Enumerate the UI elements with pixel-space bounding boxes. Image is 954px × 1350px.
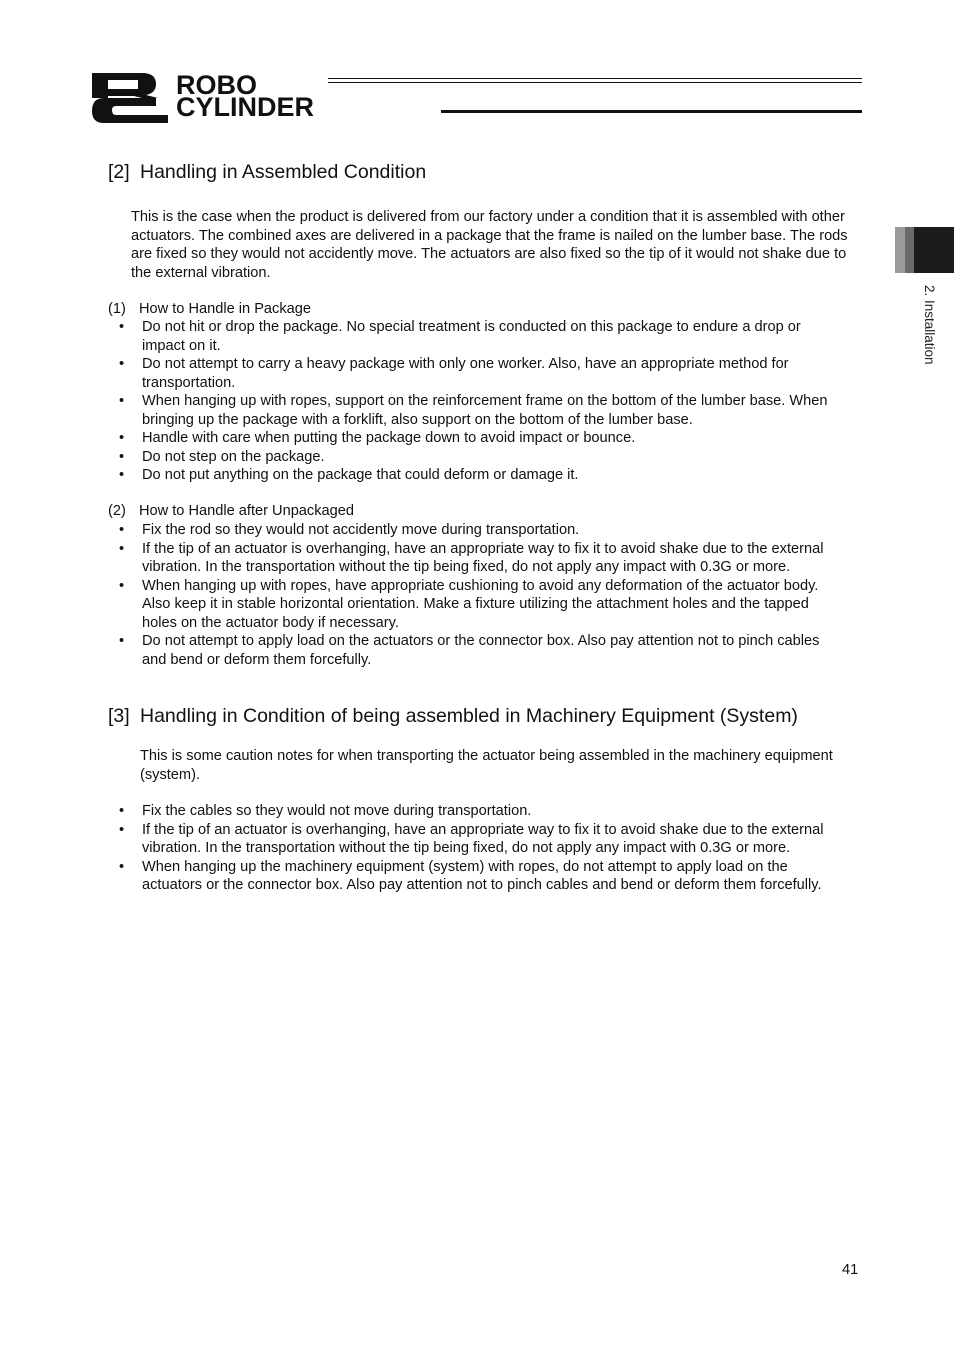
subsection-2-heading: [108, 502, 354, 521]
bullet-icon: •: [119, 448, 125, 465]
list-item: • Fix the cables so they would not move during transportation.: [119, 803, 532, 819]
section-3-list: [108, 802, 833, 895]
bullet-icon: •: [119, 393, 125, 409]
header-rule-thin-1: [328, 78, 862, 79]
chapter-tab-stripe-light: [895, 227, 905, 273]
list-item: • When hanging up the machinery equipment (system) with ropes, do not attempt to apply load on the actuators or the connector box. Also pay attention not to pinch cables and bend or deform them forcefully.: [119, 858, 822, 893]
logo-word-robo: ROBO: [176, 70, 257, 100]
list-item: • Do not put anything on the package that could deform or damage it.: [119, 467, 579, 483]
section-2-intro: This is the case when the product is delivered from our factory under a condition that it is assembled with other actuators. The combined axes are delivered in a package that the frame is nailed on the lumber base. The rods are fixed so they would not accidently move. The actuators are also fixed so the tip of it would not shake due to the external vibration.: [131, 209, 848, 281]
list-item: • Do not attempt to apply load on the actuators or the connector box. Also pay attention not to pinch cables and bend or deform them forcefully.: [119, 633, 820, 668]
bullet-icon: •: [119, 858, 125, 875]
list-item: • When hanging up with ropes, support on the reinforcement frame on the bottom of the lumber base. When bringing up the package with a forklift, also support on the bottom of the lumber base.: [119, 393, 828, 428]
list-item: • Do not step on the package.: [119, 448, 325, 465]
list-item: • When hanging up with ropes, have appropriate cushioning to avoid any deformation of the actuator body. Also keep it in stable horizontal orientation. Make a fixture utilizing the attachment holes and the tapped holes on the actuator body if necessary.: [119, 577, 819, 631]
subsection-2-title: How to Handle after Unpackaged: [139, 503, 354, 519]
subsection-1-heading: [108, 300, 311, 319]
section-2-title: Handling in Assembled Condition: [140, 161, 427, 183]
section-2-number: [2]: [108, 161, 130, 183]
chapter-label: 2. Installation: [922, 285, 937, 365]
bullet-icon: •: [119, 430, 125, 446]
bullet-icon: •: [119, 633, 125, 649]
list-item: • Do not hit or drop the package. No special treatment is conducted on this package to endure a drop or impact on it.: [119, 319, 801, 354]
page-number: 41: [842, 1262, 859, 1278]
bullet-icon: •: [119, 821, 125, 838]
bullet-icon: •: [119, 577, 125, 594]
chapter-tab-stripe-dark: [914, 227, 954, 273]
subsection-1-number: (1): [108, 301, 126, 317]
bullet-icon: •: [119, 803, 125, 819]
list-item: • Handle with care when putting the package down to avoid impact or bounce.: [119, 430, 636, 446]
bullet-icon: •: [119, 540, 125, 557]
bullet-icon: •: [119, 319, 125, 335]
section-2-heading: [108, 161, 426, 184]
header-rule-thick: [441, 110, 862, 113]
section-3-intro: This is some caution notes for when transporting the actuator being assembled in the machinery equipment (system).: [140, 748, 833, 783]
subsection-2-number: (2): [108, 503, 126, 519]
header-rule-thin-2: [328, 82, 862, 83]
rc-logo-mark-icon: [90, 71, 170, 125]
section-3-heading: [108, 705, 798, 728]
subsection-1-title: How to Handle in Package: [139, 301, 311, 317]
bullet-icon: •: [119, 356, 125, 372]
subsection-2-list: [108, 521, 833, 669]
chapter-tab-stripe-mid: [905, 227, 914, 273]
chapter-tab: [895, 227, 954, 273]
section-3-title: Handling in Condition of being assembled in Machinery Equipment (System): [140, 705, 798, 727]
list-item: • Fix the rod so they would not accidently move during transportation.: [119, 522, 580, 538]
list-item: • Do not attempt to carry a heavy package with only one worker. Also, have an appropriate method for transportation.: [119, 356, 789, 391]
section-3-number: [3]: [108, 705, 130, 727]
bullet-icon: •: [119, 467, 125, 483]
bullet-icon: •: [119, 522, 125, 538]
list-item: • If the tip of an actuator is overhanging, have an appropriate way to fix it to avoid shake due to the external vibration. In the transportation without the tip being fixed, do not apply any impact with 0.3G or more.: [119, 540, 824, 575]
list-item: • If the tip of an actuator is overhanging, have an appropriate way to fix it to avoid shake due to the external vibration. In the transportation without the tip being fixed, do not apply any impact with 0.3G or more.: [119, 821, 824, 856]
subsection-1-list: [108, 318, 833, 485]
logo-word-cylinder: CYLINDER: [176, 92, 315, 122]
